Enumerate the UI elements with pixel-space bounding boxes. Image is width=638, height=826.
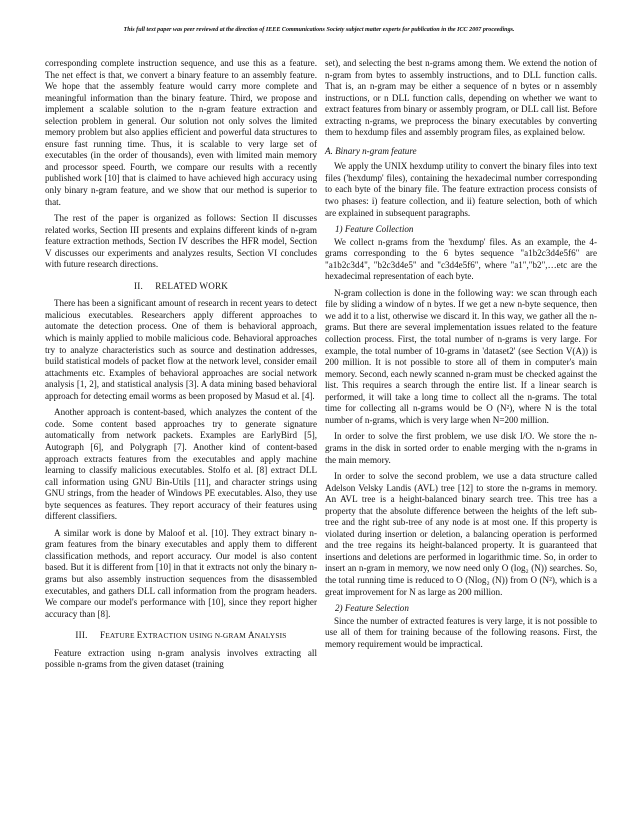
subsection-heading: A. Binary n-gram feature: [325, 145, 417, 156]
paragraph: A similar work is done by Maloof et al. [10]. They extract binary n-gram features from the binary executables and apply them to different classification methods, and report accuracy. Our model is also content based. But it is different from [10] in that it extracts not only the binary n-grams but also assembly instruction sequences from the disassembled executables, and gathers DLL call information from the program headers. We compare our model's performance with [10], since they report higher accuracy than [8].: [45, 527, 317, 619]
paragraph: We apply the UNIX hexdump utility to convert the binary files into text files ('hexdump' files), containing the hexadecimal number corresponding to each byte of the binary file. The feature extraction process consists of two phases: i) feature collection, and ii) feature selection, both of which are explained in subsequent paragraphs.: [325, 161, 597, 218]
paragraph: In order to solve the first problem, we use disk I/O. We store the n-grams in the disk in sorted order to enable merging with the n-grams in the main memory.: [325, 431, 597, 465]
paragraph: There has been a significant amount of research in recent years to detect malicious executables. Researchers apply different approaches to automate the detection process. One of them is behavioral approach, which is mainly applied to mobile malicious code. Behavioral approaches try to analyze characteristics such as source and destination addresses, build statistical models of packet flow at the network level, consider email attachments etc. Examples of behavioral approaches are social network analysis [1, 2], and statistical analysis [3]. A data mining based behavioral approach for detecting email worms as been proposed by Masud et al. [4].: [45, 298, 317, 401]
page-header: This full text paper was peer reviewed at the direction of IEEE Communications Society subject matter experts for publication in the ICC 2007 proceedings.: [123, 27, 515, 33]
paragraph: Feature extraction using n-gram analysis involves extracting all possible n-grams from the given dataset (training: [45, 647, 317, 670]
paragraph: N-gram collection is done in the following way: we scan through each file by sliding a window of n bytes. If we get a new n-byte sequence, then we add it to a list, otherwise we discard it. In this way, we gather all the n-grams. But there are several implementation issues related to the feature collection process. First, the total number of n-grams is very large. For example, the total number of 10-grams in 'dataset2' (see Section V(A)) is 200 million. It is not possible to store all of them in computer's main memory. Second, each newly scanned n-gram must be checked against the list. This requires a search through the entire list. If a linear search is performed, it will take a long time to collect all the n-grams. The total time for collecting all n-grams would be O (N²), where N is the total number of n-grams, which is very large when N=200 million.: [325, 287, 597, 425]
paragraph: set), and selecting the best n-grams among them. We extend the notion of n-gram from bytes to assembly instructions, and to DLL function calls. That is, an n-gram may be either a sequence of n bytes or n assembly instructions, or n DLL function calls, depending on whether we want to extract features from binary or assembly program, or DLL call list. Before extracting n-grams, we preprocess the binary executables by converting them to hexdump files and assembly program files, as explained below.: [325, 58, 597, 138]
section-heading: II. RELATED WORK: [133, 280, 228, 291]
left-column: [45, 58, 317, 671]
paragraph: We collect n-grams from the 'hexdump' files. As an example, the 4-grams corresponding to the 6 bytes sequence "a1b2c3d4e5f6" are "a1b2c3d4", "b2c3d4e5" and "c3d4e5f6", where "a1","b2",…etc are the hexadecimal representation of each byte.: [325, 236, 597, 282]
right-column: [325, 58, 597, 650]
paragraph: Since the number of extracted features is very large, it is not possible to use all of them for training because of the following reasons. First, the memory requirement would be impractical.: [325, 615, 597, 649]
paragraph: The rest of the paper is organized as follows: Section II discusses related works, Section III presents and explains different kinds of n-gram feature extraction methods, Section IV describes the HFR model, Section V discusses our experiments and analyzes results, Section VI concludes with future research directions.: [45, 213, 317, 270]
paragraph: In order to solve the second problem, we use a data structure called Adelson Velsky Landis (AVL) tree [12] to store the n-grams in memory. An AVL tree is a height-balanced binary search tree. This tree has a property that the absolute difference between the heights of the left sub-tree and the right sub-tree of any node is at most one. If this property is violated during insertion or deletion, a balancing operation is performed and the tree regains its height-balanced property. It is guaranteed that insertions and deletions are performed in logarithmic time. So, in order to insert an n-gram in memory, we now need only O (log₂ (N)) searches. So, the total running time is reduced to O (Nlog₂ (N)) from O (N²), which is a great improvement for N as large as 200 million.: [325, 471, 597, 597]
subsubsection-heading: 2) Feature Selection: [335, 603, 409, 614]
paragraph: Another approach is content-based, which analyzes the content of the code. Some content based approaches try to generate signature automatically from network packets. Examples are EarlyBird [5], Autograph [6], and Polygraph [7]. Another kind of content-based approach extracts features from the executables and apply machine learning to classify malicious executables. Stolfo et al. [8] extract DLL call information using GNU Bin-Utils [11], and character strings using GNU strings, from the header of Windows PE executables. Also, they use byte sequences as features. They report accuracy of their features using different classifiers.: [45, 407, 317, 522]
paragraph: corresponding complete instruction sequence, and use this as a feature. The net effect is that, we convert a binary feature to an assembly feature. We hope that the assembly feature would carry more complete and meaningful information than the binary feature. Third, we propose and implement a scalable solution to the n-gram feature extraction and selection problem in general. Our solution not only solves the limited memory problem but also applies efficient and powerful data structures to ensure fast running time. Thus, it is scalable to very large set of executables (in the order of thousands), even with limited main memory and processor speed. Fourth, we compare our results with a recently published work [10] that is claimed to have achieved high accuracy using only binary n-gram feature, and we show that our method is superior to that.: [45, 58, 317, 207]
section-heading: III. FEATURE EXTRACTION USING N-GRAM ANALYSIS: [75, 630, 287, 641]
subsubsection-heading: 1) Feature Collection: [335, 224, 414, 235]
